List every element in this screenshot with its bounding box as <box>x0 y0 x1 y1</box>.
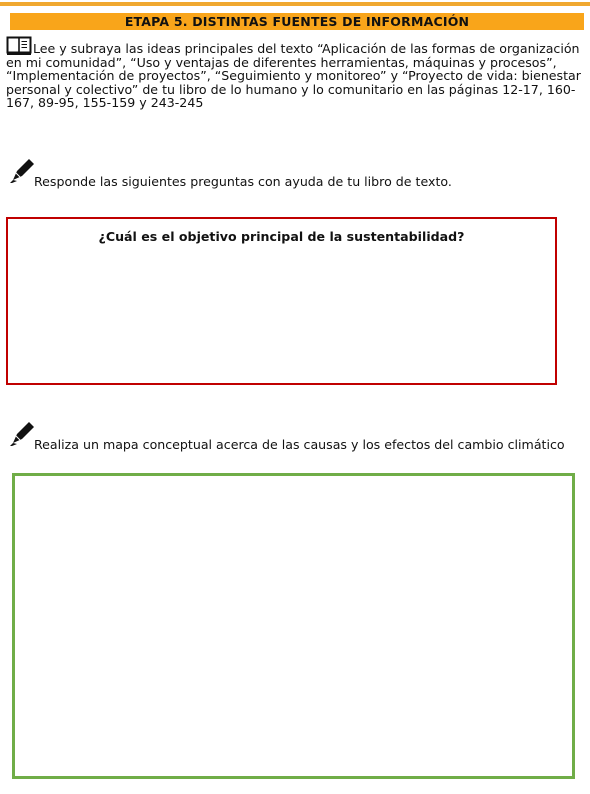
section-title-banner <box>10 13 584 30</box>
top-rule <box>0 2 590 6</box>
instruction-questions: Responde las siguientes preguntas con ayuda de tu libro de texto. <box>34 174 452 189</box>
section-title: ETAPA 5. DISTINTAS FUENTES DE INFORMACIÓN <box>124 14 470 29</box>
pencil-icon <box>8 419 36 447</box>
intro-text: Lee y subraya las ideas principales del texto “Aplicación de las formas de organización en mi comunidad”, “Uso y ventajas de diferentes herramientas, máquinas y procesos”, “Implementación de proyectos”, “Seguimiento y monitoreo” y “Proyecto de vida: bienestar personal y colectivo” de tu libro de lo humano y lo comunitario en las páginas 12-17, 160-167, 89-95, 155-159 y 243-245 <box>6 41 581 110</box>
pencil-icon <box>8 156 36 184</box>
question-text: ¿Cuál es el objetivo principal de la sustentabilidad? <box>98 229 465 244</box>
instruction-concept-map: Realiza un mapa conceptual acerca de las causas y los efectos del cambio climático <box>34 437 565 452</box>
intro-paragraph <box>6 42 588 110</box>
concept-map-box[interactable] <box>12 473 575 779</box>
answer-box[interactable] <box>6 217 557 385</box>
